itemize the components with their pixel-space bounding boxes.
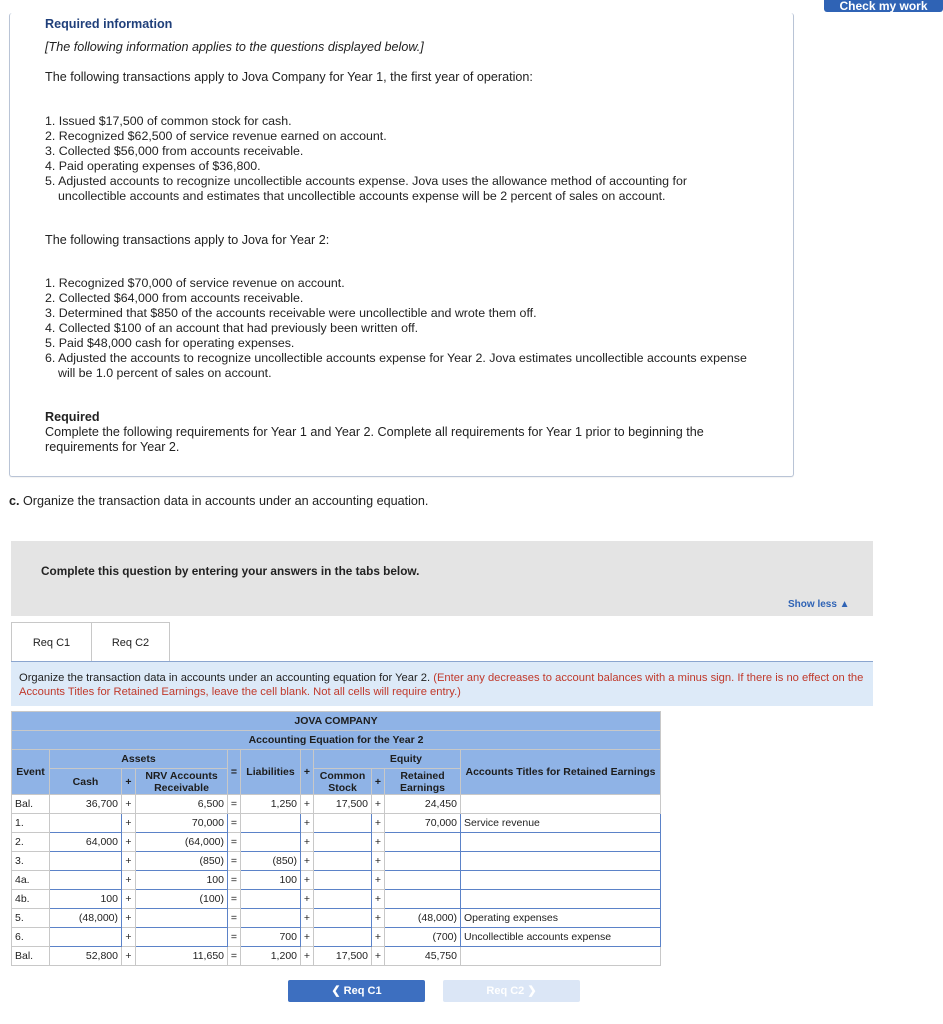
instruction-box <box>11 661 873 706</box>
prev-req-c1-button[interactable]: ❮ Req C1 <box>288 980 425 1002</box>
event-cell: 1. <box>12 814 50 833</box>
question-text: Organize the transaction data in accounts under an accounting equation. <box>23 494 429 508</box>
tab-req-c2[interactable]: Req C2 <box>91 622 170 663</box>
plus-sign: + <box>122 769 136 795</box>
nrv-cell: 11,650 <box>136 947 228 966</box>
nrv-cell[interactable]: (100) <box>136 890 228 909</box>
year1-list <box>45 114 745 204</box>
nrv-cell[interactable]: (64,000) <box>136 833 228 852</box>
col-titles: Accounts Titles for Retained Earnings <box>461 750 661 795</box>
account-title-cell <box>461 947 661 966</box>
required-heading: Required <box>45 410 100 424</box>
retained-earnings-cell[interactable]: (48,000) <box>385 909 461 928</box>
col-cash: Cash <box>50 769 122 795</box>
account-title-cell <box>461 795 661 814</box>
nrv-cell[interactable]: (850) <box>136 852 228 871</box>
equals-sign: = <box>228 814 241 833</box>
event-cell: Bal. <box>12 795 50 814</box>
equals-sign: = <box>228 909 241 928</box>
cash-cell[interactable]: 100 <box>50 890 122 909</box>
table-row <box>12 852 661 871</box>
plus-sign: + <box>122 947 136 966</box>
event-cell: 3. <box>12 852 50 871</box>
next-req-c2-button[interactable]: Req C2 ❯ <box>443 980 580 1002</box>
cash-cell[interactable] <box>50 852 122 871</box>
accounting-equation-table <box>11 711 661 966</box>
liabilities-cell[interactable] <box>241 814 301 833</box>
table-row <box>12 871 661 890</box>
account-title-cell[interactable] <box>461 833 661 852</box>
table-row <box>12 890 661 909</box>
cash-cell[interactable] <box>50 928 122 947</box>
panel-title: Complete this question by entering your answers in the tabs below. <box>41 564 420 578</box>
account-title-cell[interactable] <box>461 890 661 909</box>
equals-sign: = <box>228 947 241 966</box>
retained-earnings-cell[interactable] <box>385 833 461 852</box>
plus-sign: + <box>301 871 314 890</box>
answer-panel <box>11 541 873 616</box>
col-retained-earnings: Retained Earnings <box>385 769 461 795</box>
year1-item: 5. Adjusted accounts to recognize uncollectible accounts expense. Jova uses the allowance method of accounting for uncollectible accounts and estimates that uncollectible accounts expense will be 2 percent of sales on account. <box>45 174 687 203</box>
plus-sign: + <box>301 890 314 909</box>
event-cell: Bal. <box>12 947 50 966</box>
liabilities-cell[interactable]: 100 <box>241 871 301 890</box>
liabilities-cell[interactable] <box>241 890 301 909</box>
cash-cell[interactable]: 64,000 <box>50 833 122 852</box>
col-common-stock: Common Stock <box>314 769 372 795</box>
intro-year1: The following transactions apply to Jova Company for Year 1, the first year of operation: <box>45 70 533 84</box>
col-assets: Assets <box>50 750 228 769</box>
show-less-link[interactable]: Show less ▲ <box>788 599 850 610</box>
equals-sign: = <box>228 750 241 795</box>
account-title-cell[interactable] <box>461 871 661 890</box>
equals-sign: = <box>228 795 241 814</box>
equals-sign: = <box>228 852 241 871</box>
table-row <box>12 909 661 928</box>
cash-cell: 52,800 <box>50 947 122 966</box>
account-title-cell[interactable]: Service revenue <box>461 814 661 833</box>
liabilities-cell[interactable] <box>241 833 301 852</box>
plus-sign: + <box>122 909 136 928</box>
table-row <box>12 795 661 814</box>
col-equity: Equity <box>314 750 461 769</box>
plus-sign: + <box>301 750 314 795</box>
info-note: [The following information applies to the questions displayed below.] <box>45 40 424 54</box>
common-stock-cell[interactable] <box>314 928 372 947</box>
plus-sign: + <box>372 795 385 814</box>
common-stock-cell[interactable] <box>314 833 372 852</box>
liabilities-cell[interactable] <box>241 909 301 928</box>
account-title-cell[interactable] <box>461 852 661 871</box>
liabilities-cell: 1,250 <box>241 795 301 814</box>
company-name: JOVA COMPANY <box>12 712 661 731</box>
plus-sign: + <box>122 871 136 890</box>
plus-sign: + <box>372 769 385 795</box>
plus-sign: + <box>122 795 136 814</box>
retained-earnings-cell[interactable] <box>385 890 461 909</box>
retained-earnings-cell[interactable]: 70,000 <box>385 814 461 833</box>
col-liabilities: Liabilities <box>241 750 301 795</box>
year2-item: 3. Determined that $850 of the accounts receivable were uncollectible and wrote them off. <box>45 306 537 320</box>
nrv-cell[interactable] <box>136 928 228 947</box>
question-c <box>9 494 428 508</box>
retained-earnings-cell: 45,750 <box>385 947 461 966</box>
common-stock-cell[interactable] <box>314 814 372 833</box>
cash-cell[interactable] <box>50 871 122 890</box>
cash-cell: 36,700 <box>50 795 122 814</box>
year2-item: 6. Adjusted the accounts to recognize uncollectible accounts expense for Year 2. Jova estimates uncollectible accounts expense will be 1.0 percent of sales on account. <box>45 351 747 380</box>
equals-sign: = <box>228 890 241 909</box>
plus-sign: + <box>301 947 314 966</box>
liabilities-cell[interactable]: (850) <box>241 852 301 871</box>
equals-sign: = <box>228 871 241 890</box>
plus-sign: + <box>301 928 314 947</box>
plus-sign: + <box>301 795 314 814</box>
common-stock-cell[interactable] <box>314 852 372 871</box>
plus-sign: + <box>372 833 385 852</box>
event-cell: 6. <box>12 928 50 947</box>
plus-sign: + <box>301 814 314 833</box>
plus-sign: + <box>301 852 314 871</box>
retained-earnings-cell[interactable] <box>385 852 461 871</box>
liabilities-cell[interactable]: 700 <box>241 928 301 947</box>
cash-cell[interactable]: (48,000) <box>50 909 122 928</box>
common-stock-cell: 17,500 <box>314 795 372 814</box>
year1-item: 4. Paid operating expenses of $36,800. <box>45 159 261 173</box>
year2-item: 5. Paid $48,000 cash for operating expenses. <box>45 336 295 350</box>
equals-sign: = <box>228 928 241 947</box>
col-event: Event <box>12 750 50 795</box>
liabilities-cell: 1,200 <box>241 947 301 966</box>
year2-item: 4. Collected $100 of an account that had previously been written off. <box>45 321 419 335</box>
nrv-cell: 6,500 <box>136 795 228 814</box>
plus-sign: + <box>372 814 385 833</box>
required-text: Complete the following requirements for Year 1 and Year 2. Complete all requirements for Year 1 prior to beginning the requirements for Year 2. <box>45 425 704 454</box>
retained-earnings-cell[interactable]: (700) <box>385 928 461 947</box>
nrv-cell[interactable]: 100 <box>136 871 228 890</box>
table-row <box>12 814 661 833</box>
table-row <box>12 947 661 966</box>
question-label: c. <box>9 494 20 508</box>
nrv-cell[interactable] <box>136 909 228 928</box>
year2-item: 2. Collected $64,000 from accounts receivable. <box>45 291 304 305</box>
common-stock-cell[interactable] <box>314 871 372 890</box>
plus-sign: + <box>372 909 385 928</box>
account-title-cell[interactable]: Uncollectible accounts expense <box>461 928 661 947</box>
plus-sign: + <box>372 852 385 871</box>
intro-year2: The following transactions apply to Jova for Year 2: <box>45 233 330 247</box>
plus-sign: + <box>301 909 314 928</box>
plus-sign: + <box>372 947 385 966</box>
year1-item: 3. Collected $56,000 from accounts receivable. <box>45 144 304 158</box>
tab-req-c1[interactable]: Req C1 <box>11 622 92 663</box>
instruction-main: Organize the transaction data in accounts under an accounting equation for Year 2. <box>19 672 431 684</box>
event-cell: 5. <box>12 909 50 928</box>
plus-sign: + <box>122 852 136 871</box>
year2-item: 1. Recognized $70,000 of service revenue on account. <box>45 276 345 290</box>
event-cell: 2. <box>12 833 50 852</box>
plus-sign: + <box>301 833 314 852</box>
required-information-box <box>9 13 794 477</box>
plus-sign: + <box>122 833 136 852</box>
event-cell: 4a. <box>12 871 50 890</box>
equals-sign: = <box>228 833 241 852</box>
plus-sign: + <box>372 928 385 947</box>
year2-list <box>45 276 750 381</box>
info-heading: Required information <box>45 17 173 31</box>
plus-sign: + <box>372 890 385 909</box>
year1-item: 1. Issued $17,500 of common stock for cash. <box>45 114 292 128</box>
plus-sign: + <box>122 814 136 833</box>
nrv-cell[interactable]: 70,000 <box>136 814 228 833</box>
common-stock-cell: 17,500 <box>314 947 372 966</box>
year1-item: 2. Recognized $62,500 of service revenue earned on account. <box>45 129 387 143</box>
plus-sign: + <box>122 890 136 909</box>
check-my-work-button[interactable]: Check my work <box>824 0 943 12</box>
account-title-cell[interactable]: Operating expenses <box>461 909 661 928</box>
col-nrv: NRV Accounts Receivable <box>136 769 228 795</box>
plus-sign: + <box>372 871 385 890</box>
cash-cell[interactable] <box>50 814 122 833</box>
retained-earnings-cell: 24,450 <box>385 795 461 814</box>
retained-earnings-cell[interactable] <box>385 871 461 890</box>
table-subtitle: Accounting Equation for the Year 2 <box>12 731 661 750</box>
event-cell: 4b. <box>12 890 50 909</box>
common-stock-cell[interactable] <box>314 909 372 928</box>
common-stock-cell[interactable] <box>314 890 372 909</box>
table-row <box>12 928 661 947</box>
plus-sign: + <box>122 928 136 947</box>
instruction-note: (Enter any decreases to account balances with a minus sign. If there is no effect on the Accounts Titles for Retained Earnings, leave the cell blank. Not all cells will require entry.) <box>19 672 864 698</box>
table-row <box>12 833 661 852</box>
